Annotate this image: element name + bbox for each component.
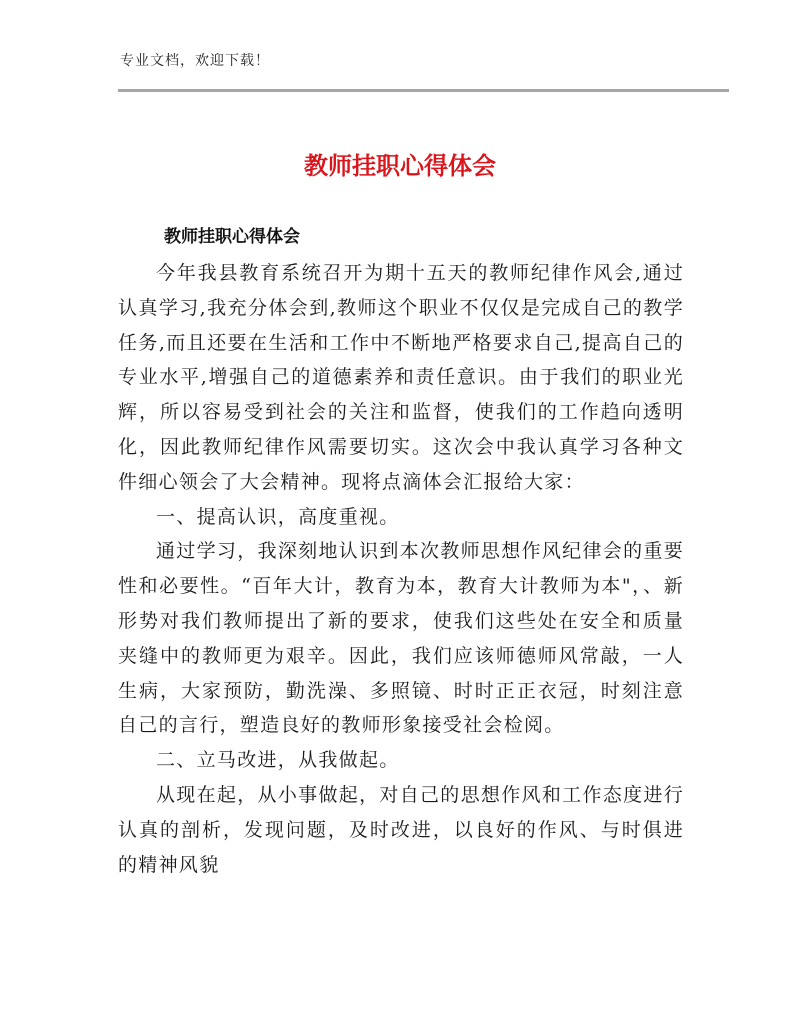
- section-heading-1: 一、提高认识，高度重视。: [156, 505, 400, 528]
- paragraph-intro: 今年我县教育系统召开为期十五天的教师纪律作风会,通过认真学习,我充分体会到,教师这个职业不仅仅是完成自己的教学任务,而且还要在生活和工作中不断地严格要求自己,提高自己的专业水平,增强自己的道德素养和责任意识。由于我们的职业光辉，所以容易受到社会的关注和监督，使我们的工作趋向透明化，因此教师纪律作风需要切实。这次会中我认真学习各种文件细心领会了大会精神。现将点滴体会汇报给大家：: [118, 262, 684, 493]
- header-divider: [118, 89, 729, 92]
- document-subtitle: 教师挂职心得体会: [164, 227, 300, 247]
- paragraph-section-2: 从现在起，从小事做起，对自己的思想作风和工作态度进行认真的剖析，发现问题，及时改进，以良好的作风、与时俱进的精神风貌: [118, 783, 684, 876]
- paragraph-section-1: 通过学习，我深刻地认识到本次教师思想作风纪律会的重要性和必要性。“百年大计，教育为本，教育大计教师为本"，、新形势对我们教师提出了新的要求，使我们这些处在安全和质量夹缝中的教师更为艰辛。因此，我们应该师德师风常敲，一人生病，大家预防，勤洗澡、多照镜、时时正正衣冠，时刻注意自己的言行，塑造良好的教师形象接受社会检阅。: [118, 540, 684, 737]
- header-note: 专业文档，欢迎下载！: [120, 53, 270, 69]
- section-heading-2: 二、立马改进，从我做起。: [156, 749, 400, 772]
- document-body: [118, 256, 684, 882]
- document-title: 教师挂职心得体会: [304, 152, 496, 180]
